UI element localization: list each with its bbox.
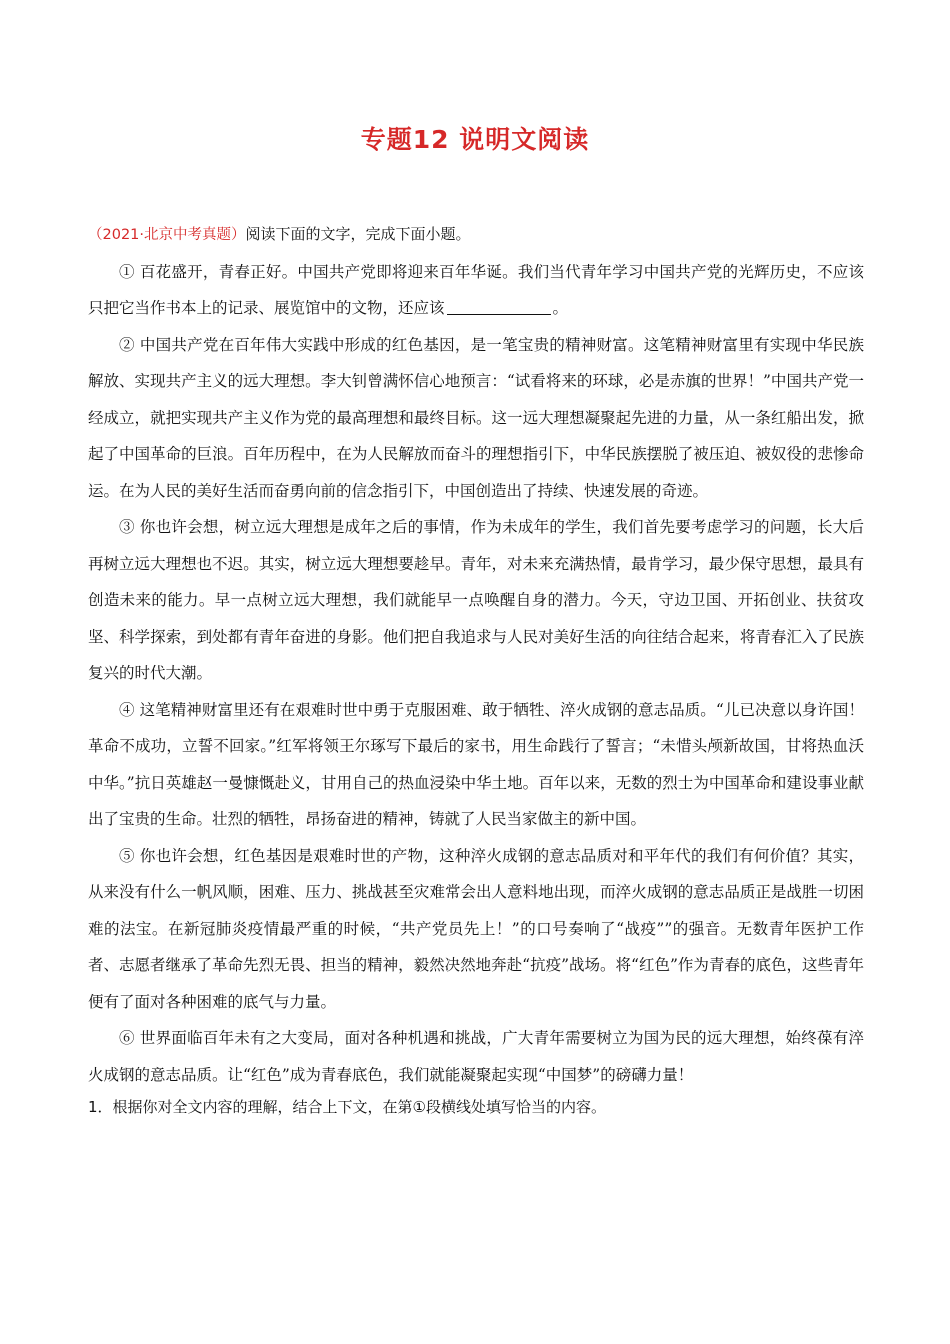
- paragraph-5: ⑤ 你也许会想，红色基因是艰难时世的产物，这种淬火成钢的意志品质对和平年代的我们有何价值？其实，从来没有什么一帆风顺，困难、压力、挑战甚至灾难常会出人意料地出现，而淬火成钢的意志品质正是战胜一切困难的法宝。在新冠肺炎疫情最严重的时候，“共产党员先上！”的口号奏响了“战疫””的强音。无数青年医护工作者、志愿者继承了革命先烈无畏、担当的精神，毅然决然地奔赴“抗疫”战场。将“红色”作为青春的底色，这些青年便有了面对各种困难的底气与力量。: [88, 846, 864, 1011]
- intro-instruction: 阅读下面的文字，完成下面小题。: [245, 225, 471, 243]
- paragraph-1: [88, 254, 864, 327]
- paragraph-2: ② 中国共产党在百年伟大实践中形成的红色基因，是一笔宝贵的精神财富。这笔精神财富里有实现中华民族解放、实现共产主义的远大理想。李大钊曾满怀信心地预言：“试看将来的环球，必是赤旗的世界！”中国共产党一经成立，就把实现共产主义作为党的最高理想和最终目标。这一远大理想凝聚起先进的力量，从一条红船出发，掀起了中国革命的巨浪。百年历程中，在为人民解放而奋斗的理想指引下，中华民族摆脱了被压迫、被奴役的悲惨命运。在为人民的美好生活而奋勇向前的信念指引下，中国创造出了持续、快速发展的奇迹。: [88, 335, 864, 500]
- intro-line: [88, 216, 864, 254]
- reading-passage: [88, 216, 864, 1126]
- question-1: 1．根据你对全文内容的理解，结合上下文，在第①段横线处填写恰当的内容。: [88, 1098, 606, 1116]
- page-title: 专题12 说明文阅读: [360, 125, 590, 154]
- exam-source: （2021·北京中考真题）: [88, 227, 246, 243]
- paragraph-6: ⑥ 世界面临百年未有之大变局，面对各种机遇和挑战，广大青年需要树立为国为民的远大理想，始终葆有淬火成钢的意志品质。让“红色”成为青春底色，我们就能凝聚起实现“中国梦”的磅礴力量！: [88, 1029, 864, 1084]
- paragraph-3: ③ 你也许会想，树立远大理想是成年之后的事情，作为未成年的学生，我们首先要考虑学习的问题，长大后再树立远大理想也不迟。其实，树立远大理想要趁早。青年，对未来充满热情，最肯学习，最少保守思想，最具有创造未来的能力。早一点树立远大理想，我们就能早一点唤醒自身的潜力。今天，守边卫国、开拓创业、扶贫攻坚、科学探索，到处都有青年奋进的身影。他们把自我追求与人民对美好生活的向往结合起来，将青春汇入了民族复兴的时代大潮。: [88, 518, 864, 682]
- fill-in-blank: [447, 298, 551, 315]
- paragraph-4: ④ 这笔精神财富里还有在艰难时世中勇于克服困难、敢于牺牲、淬火成钢的意志品质。“儿已决意以身许国！革命不成功，立誓不回家。”红军将领王尔琢写下最后的家书，用生命践行了誓言；“未惜头颅新故国，甘将热血沃中华。”抗日英雄赵一曼慷慨赴义，甘用自己的热血浸染中华土地。百年以来，无数的烈士为中国革命和建设事业献出了宝贵的生命。壮烈的牺牲，昂扬奋进的精神，铸就了人民当家做主的新中国。: [88, 700, 864, 828]
- paragraph-1-end: 。: [552, 299, 569, 317]
- paragraph-1-text: ① 百花盛开，青春正好。中国共产党即将迎来百年华诞。我们当代青年学习中国共产党的光辉历史，不应该只把它当作书本上的记录、展览馆中的文物，还应该: [88, 262, 864, 317]
